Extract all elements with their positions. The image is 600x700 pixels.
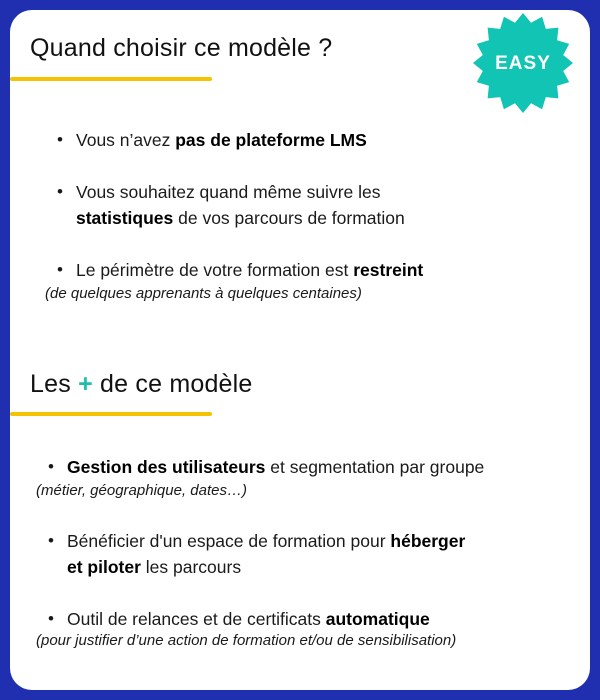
- plus-icon: +: [78, 370, 93, 398]
- section-title-when: Quand choisir ce modèle ?: [30, 34, 333, 62]
- title-underline: [10, 412, 212, 416]
- note-segmentation: (métier, géographique, dates…): [36, 482, 247, 499]
- list-item-reminders: • Outil de relances et de certificats automatique: [67, 606, 430, 632]
- list-item-statistics: • Vous souhaitez quand même suivre les statistiques de vos parcours de formation: [76, 179, 405, 231]
- bullet-icon: •: [57, 130, 63, 149]
- bullet-icon: •: [57, 182, 63, 201]
- list-item-user-management: • Gestion des utilisateurs et segmentation par groupe: [67, 454, 484, 480]
- bullet-icon: •: [48, 531, 54, 550]
- info-card: [10, 10, 590, 690]
- note-scope: (de quelques apprenants à quelques centaines): [45, 285, 362, 302]
- list-item-no-lms: • Vous n’avez pas de plateforme LMS: [76, 127, 367, 153]
- note-justification: (pour justifier d’une action de formation et/ou de sensibilisation): [36, 632, 457, 649]
- badge-label: EASY: [495, 53, 551, 74]
- bullet-icon: •: [48, 457, 54, 476]
- section-title-advantages: Les + de ce modèle: [30, 370, 253, 398]
- bullet-icon: •: [57, 260, 63, 279]
- bullet-icon: •: [48, 609, 54, 628]
- list-item-training-space: • Bénéficier d'un espace de formation pour héberger et piloter les parcours: [67, 528, 465, 580]
- title-underline: [10, 77, 212, 81]
- list-item-scope: • Le périmètre de votre formation est restreint: [76, 257, 423, 283]
- easy-badge: [462, 12, 584, 134]
